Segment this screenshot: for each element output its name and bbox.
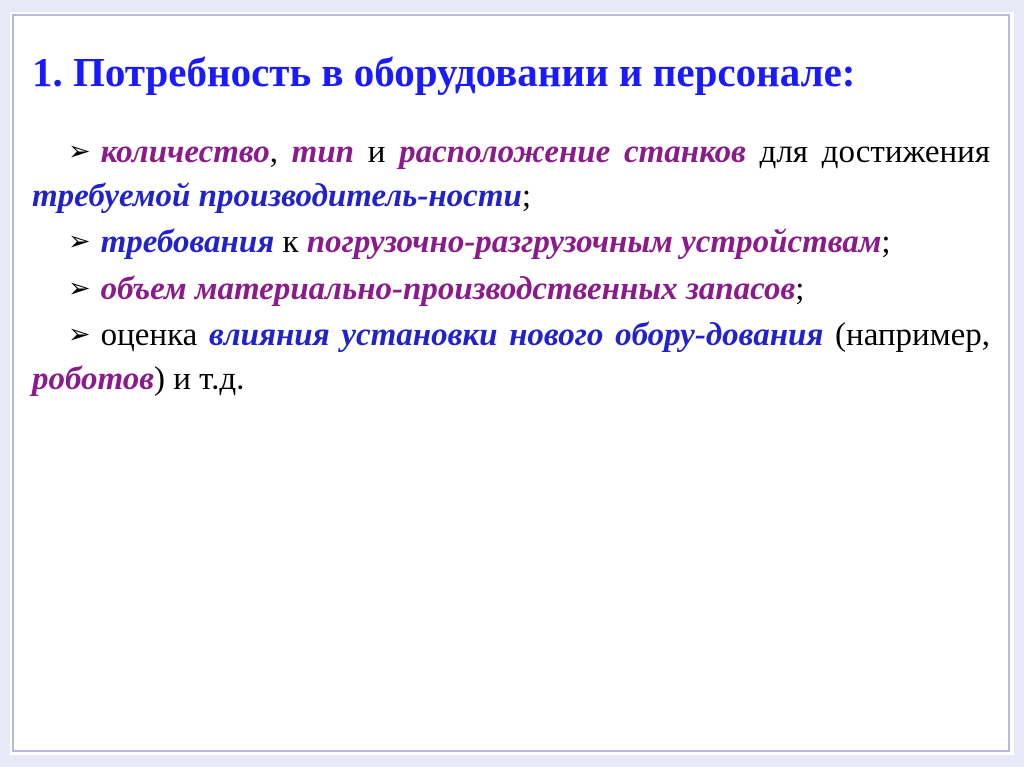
bullet-3-seg-inventory: материально-производственных <box>194 270 678 307</box>
bullet-1-seg-required: требуемой <box>32 178 191 215</box>
bullet-arrow-icon: ➢ <box>68 226 91 258</box>
list-item <box>32 313 990 401</box>
bullet-2-seg-requirements: требования <box>100 224 275 261</box>
bullet-list <box>32 130 990 401</box>
bullet-1-seg-type: тип <box>291 134 355 170</box>
bullet-4-seg-robots: роботов <box>32 361 155 398</box>
list-item <box>32 130 990 218</box>
bullet-1-seg-productivity-part2: ности <box>428 178 522 215</box>
bullet-1-seg-achieving: достижения <box>821 134 991 170</box>
bullet-1-seg-layout: расположение станков <box>399 134 746 170</box>
list-item <box>32 267 990 311</box>
decorative-band-top <box>0 0 1024 12</box>
bullet-arrow-icon: ➢ <box>68 318 91 350</box>
bullet-4-seg-impact: влияния установки нового обору- <box>208 316 706 353</box>
bullet-1-seg-for: для <box>759 134 808 170</box>
bullet-1-seg-quantity: количество <box>100 134 270 170</box>
bullet-2-seg-handling: погрузочно-разгрузочным <box>306 224 673 261</box>
bullet-4-seg-forexample: (например, <box>823 316 991 353</box>
bullet-arrow-icon: ➢ <box>68 272 91 304</box>
decorative-band-right <box>1014 0 1024 767</box>
bullet-arrow-icon: ➢ <box>68 136 91 167</box>
decorative-band-left <box>0 0 10 767</box>
bullet-4-seg-assessment: оценка <box>100 316 198 353</box>
bullet-2-seg-devices: устройствам <box>681 224 882 261</box>
bullet-3-seg-volume: объем <box>100 270 187 307</box>
bullet-1-seg-semicolon: ; <box>521 178 532 215</box>
bullet-2-seg-to: к <box>282 224 299 261</box>
list-item <box>32 220 990 264</box>
bullet-2-seg-semicolon: ; <box>881 224 891 261</box>
slide-content <box>32 34 990 740</box>
bullet-4-seg-equipment: дования <box>705 316 824 353</box>
bullet-1-seg-comma: , <box>269 134 292 170</box>
slide-frame <box>12 14 1010 752</box>
page-title: 1. Потребность в оборудовании и персонале: <box>32 49 856 95</box>
bullet-3-seg-stocks: запасов <box>685 270 796 307</box>
bullet-4-seg-etc: ) и т.д. <box>154 361 245 398</box>
bullet-3-seg-semicolon: ; <box>795 270 805 307</box>
decorative-band-bottom <box>0 755 1024 767</box>
bullet-1-seg-and: и <box>354 134 400 170</box>
bullet-1-seg-productivity-part1: производитель- <box>198 178 429 215</box>
